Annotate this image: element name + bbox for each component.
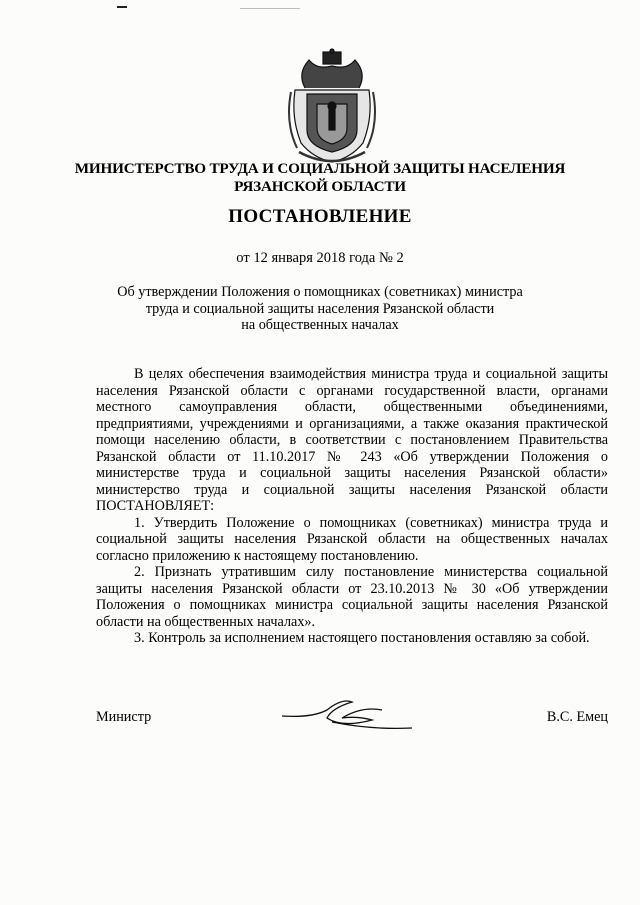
body-paragraph: 2. Признать утратившим силу постановление министерства социальной защиты населения Рязанской области от 23.10.2013 № 30 «Об утверждении Положения о помощниках министра социальной защиты населения Рязанской области на общественных началах». [96,564,608,630]
subject-line: на общественных началах [241,317,399,334]
body-paragraph: 3. Контроль за исполнением настоящего постановления оставляю за собой. [134,630,590,646]
subject-line: Об утверждении Положения о помощниках (советниках) министра [117,284,523,300]
document-title: ПОСТАНОВЛЕНИЕ [228,206,412,227]
subject-line: труда и социальной защиты населения Рязанской области [145,300,495,317]
signature-icon [272,688,422,738]
document-body [96,366,608,647]
ministry-name-line2: РЯЗАНСКОЙ ОБЛАСТИ [234,178,406,195]
document-date: от 12 января 2018 года № 2 [236,250,404,266]
scan-mark [117,6,127,8]
signatory-title: Министр [96,709,152,725]
document-subject [100,284,540,334]
body-paragraph: 1. Утвердить Положение о помощниках (советниках) министра труда и социальной защиты населения Рязанской области на общественных началах согласно приложению к настоящему постановлению. [96,514,608,564]
body-paragraph: В целях обеспечения взаимодействия министра труда и социальной защиты населения Рязанской области с органами государственной власти, органами местного самоуправления области, общественными объединениями, предприятиями, учреждениями и организациями, а также оказания практической помощи населению области, в соответствии с постановлением Правительства Рязанской области от 11.10.2017 № 243 «Об утверждении Положения о министерстве труда и социальной защиты населения Рязанской области» министерство труда и социальной защиты населения Рязанской области ПОСТАНОВЛЯЕТ: [96,366,608,514]
coat-of-arms-icon [287,48,377,166]
ministry-name-line1: МИНИСТЕРСТВО ТРУДА И СОЦИАЛЬНОЙ ЗАЩИТЫ НАСЕЛЕНИЯ [74,160,566,177]
scan-mark [240,8,300,9]
signatory-name: В.С. Емец [546,709,608,725]
